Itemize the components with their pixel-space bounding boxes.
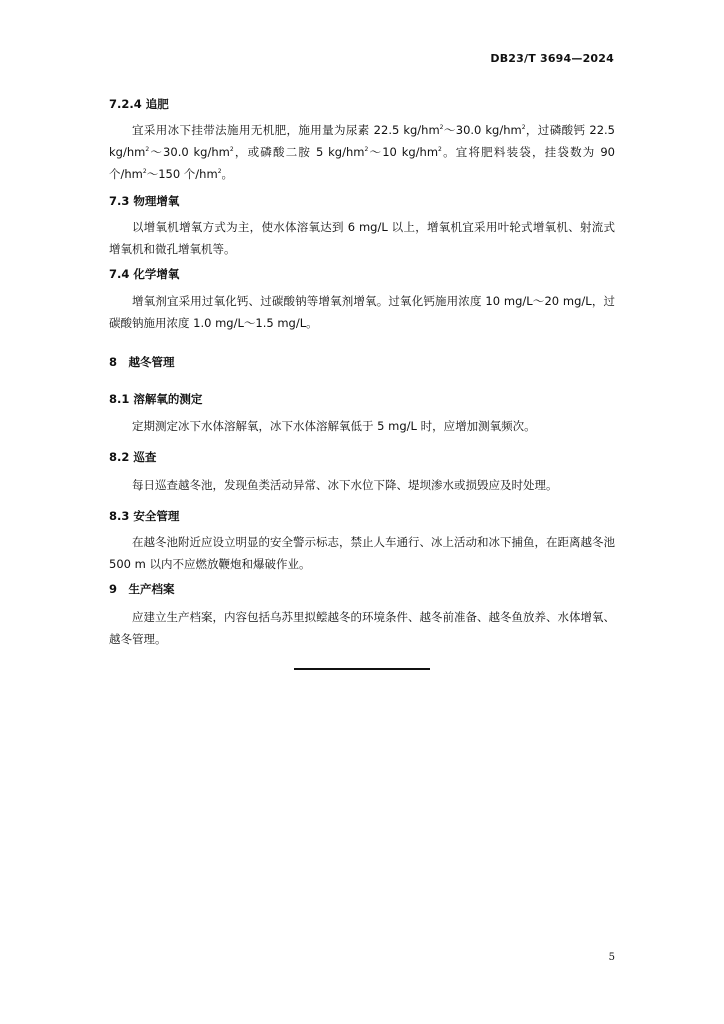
text-segment: ，过磷酸钙 22.5 kg/hm [109, 123, 615, 159]
superscript: 2 [145, 146, 150, 153]
paragraph-8-3 [109, 531, 615, 575]
paragraph-text: 定期测定冰下水体溶解氧，冰下水体溶解氧低于 5 mg/L 时，应增加测氧频次。 [132, 419, 536, 433]
superscript: 2 [438, 146, 442, 153]
heading-8-3: 8.3 安全管理 [109, 509, 180, 523]
paragraph-text: 在越冬池附近应设立明显的安全警示标志，禁止人车通行、冰上活动和冰下捕鱼，在距离越冬池 500 m 以内不应燃放鞭炮和爆破作业。 [109, 535, 615, 571]
superscript: 2 [439, 124, 444, 131]
text-segment: 。 [221, 167, 234, 181]
heading-8-1: 8.1 溶解氧的测定 [109, 392, 203, 406]
heading-7-4: 7.4 化学增氧 [109, 267, 180, 281]
page-number: 5 [608, 952, 615, 963]
paragraph-text: 增氧剂宜采用过氧化钙、过碳酸钠等增氧剂增氧。过氧化钙施用浓度 10 mg/L～20 mg/L，过碳酸钠施用浓度 1.0 mg/L～1.5 mg/L。 [109, 294, 615, 330]
paragraph-7-2-4 [109, 119, 615, 185]
heading-7-3: 7.3 物理增氧 [109, 194, 180, 208]
paragraph-9 [109, 606, 615, 650]
text-segment: 。宜将肥料装袋，挂袋数为 90 个/hm [109, 145, 615, 181]
paragraph-7-3 [109, 216, 615, 260]
paragraph-text: 每日巡查越冬池，发现鱼类活动异常、冰下水位下降、堤坝渗水或损毁应及时处理。 [132, 478, 558, 492]
text-segment: ～10 kg/hm [368, 145, 439, 159]
document-code: DB23/T 3694—2024 [490, 52, 614, 65]
text-segment: ～150 个/hm [146, 167, 218, 181]
end-of-document-rule [294, 668, 430, 670]
heading-9: 9 生产档案 [109, 582, 175, 596]
heading-8: 8 越冬管理 [109, 355, 175, 369]
superscript: 2 [217, 168, 222, 175]
paragraph-text: 以增氧机增氧方式为主，使水体溶氧达到 6 mg/L 以上，增氧机宜采用叶轮式增氧机、射流式增氧机和微孔增氧机等。 [109, 220, 615, 256]
paragraph-7-4 [109, 290, 615, 334]
superscript: 2 [364, 146, 369, 153]
superscript: 2 [521, 124, 526, 131]
heading-7-2-4: 7.2.4 追肥 [109, 97, 169, 111]
text-segment: ，或磷酸二胺 5 kg/hm [233, 145, 365, 159]
superscript: 2 [142, 168, 147, 175]
superscript: 2 [229, 146, 234, 153]
text-segment: ～30.0 kg/hm [149, 145, 230, 159]
paragraph-text: 应建立生产档案，内容包括乌苏里拟鲿越冬的环境条件、越冬前准备、越冬鱼放养、水体增氧、越冬管理。 [109, 610, 615, 646]
paragraph-8-2 [109, 474, 615, 496]
paragraph-8-1 [109, 415, 615, 437]
text-segment: ～30.0 kg/hm [443, 123, 522, 137]
heading-8-2: 8.2 巡查 [109, 450, 157, 464]
text-segment: 宜采用冰下挂带法施用无机肥，施用量为尿素 22.5 kg/hm [132, 123, 440, 137]
